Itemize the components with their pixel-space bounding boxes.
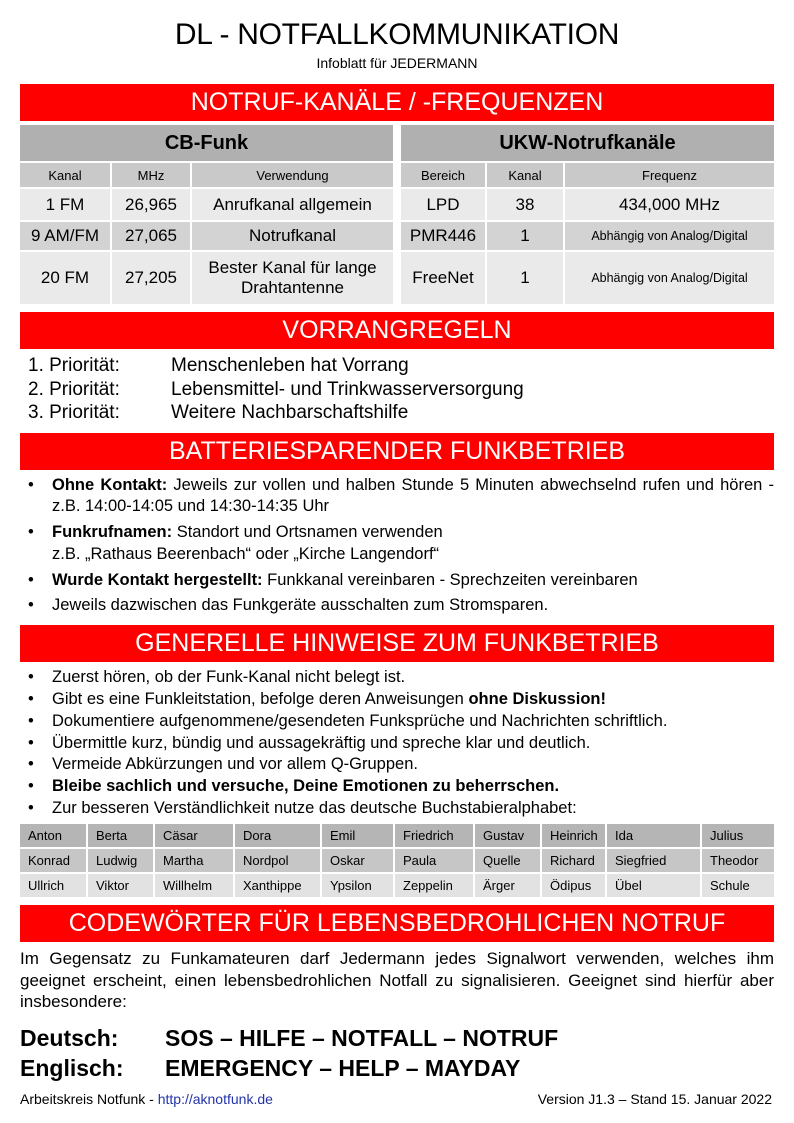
battery-bullets — [28, 475, 774, 618]
bullet-icon: • — [28, 711, 34, 730]
bullet-icon: • — [28, 777, 34, 796]
alphabet-cell: Anton — [20, 824, 86, 847]
priority-item — [28, 401, 774, 425]
section-header-battery: BATTERIESPARENDER FUNKBETRIEB — [20, 433, 774, 470]
table-cell: 434,000 MHz — [565, 189, 774, 220]
codeword-label: Englisch: — [20, 1055, 124, 1082]
codewords-paragraph: Im Gegensatz zu Funkamateuren darf Jedermann jedes Signalwort verwenden, welches ihm geeignet erscheint, einen lebensbedrohlichen Notfall zu signalisieren. Geeignet sind hierfür aber insbesondere: — [20, 948, 774, 1012]
alphabet-cell: Siegfried — [607, 849, 700, 872]
section-header-codewords: CODEWÖRTER FÜR LEBENSBEDROHLICHEN NOTRUF — [20, 905, 774, 942]
table-cell: Notrufkanal — [192, 222, 393, 250]
priority-text: Menschenleben hat Vorrang — [171, 355, 409, 376]
bullet-icon: • — [28, 596, 34, 615]
bullet-item — [28, 667, 774, 689]
bullet-icon: • — [28, 475, 34, 494]
footer-left-text: Arbeitskreis Notfunk - — [20, 1091, 158, 1107]
priority-text: Weitere Nachbarschaftshilfe — [171, 402, 409, 423]
alphabet-cell: Nordpol — [235, 849, 320, 872]
ukw-table — [401, 125, 774, 304]
codeword-line-deutsch — [20, 1023, 774, 1053]
table-cell: Abhängig von Analog/Digital — [565, 252, 774, 304]
bullet-bold-lead: Funkrufnamen: — [52, 523, 173, 542]
alphabet-cell: Ullrich — [20, 874, 86, 897]
bullet-item — [28, 475, 774, 519]
table-cell: 27,205 — [112, 252, 190, 304]
bullet-text: Jeweils dazwischen das Funkgeräte ausschalten zum Stromsparen. — [52, 596, 549, 615]
table-cell: 20 FM — [20, 252, 110, 304]
table-cell: 1 — [487, 222, 563, 250]
cb-funk-table-grid — [20, 163, 393, 304]
bullet-text — [52, 570, 774, 592]
cb-funk-table — [20, 125, 393, 304]
alphabet-cell: Willhelm — [155, 874, 233, 897]
ukw-table-grid — [401, 163, 774, 304]
alphabet-cell: Cäsar — [155, 824, 233, 847]
bullet-body: Gibt es eine Funkleitstation, befolge deren Anweisungen — [52, 690, 469, 709]
alphabet-cell: Gustav — [475, 824, 540, 847]
alphabet-cell: Emil — [322, 824, 393, 847]
bullet-item — [28, 522, 774, 566]
general-bullets — [28, 667, 774, 820]
column-header: Verwendung — [192, 163, 393, 187]
alphabet-cell: Xanthippe — [235, 874, 320, 897]
alphabet-cell: Viktor — [88, 874, 153, 897]
table-cell: 1 — [487, 252, 563, 304]
codeword-label: Deutsch: — [20, 1025, 119, 1052]
bullet-text — [52, 689, 774, 711]
page-content — [20, 0, 774, 1083]
footer — [20, 1091, 772, 1107]
bullet-icon: • — [28, 799, 34, 818]
codeword-line-englisch — [20, 1053, 774, 1083]
section-header-priority: VORRANGREGELN — [20, 312, 774, 349]
table-cell: 38 — [487, 189, 563, 220]
table-cell: 27,065 — [112, 222, 190, 250]
bullet-text — [52, 475, 774, 519]
bullet-icon: • — [28, 690, 34, 709]
bullet-body: Funkkanal vereinbaren - Sprechzeiten vereinbaren — [267, 570, 638, 589]
bullet-icon: • — [28, 733, 34, 752]
bullet-text — [52, 522, 774, 566]
table-cell: FreeNet — [401, 252, 485, 304]
alphabet-cell: Ida — [607, 824, 700, 847]
column-header: Kanal — [20, 163, 110, 187]
bullet-text — [52, 776, 774, 798]
priority-item — [28, 354, 774, 378]
alphabet-cell: Ludwig — [88, 849, 153, 872]
ukw-table-title: UKW-Notrufkanäle — [401, 125, 774, 161]
cb-funk-table-title: CB-Funk — [20, 125, 393, 161]
bullet-item — [28, 754, 774, 776]
alphabet-cell: Richard — [542, 849, 605, 872]
bullet-item — [28, 689, 774, 711]
bullet-bold-lead: Wurde Kontakt hergestellt: — [52, 570, 263, 589]
alphabet-cell: Ödipus — [542, 874, 605, 897]
bullet-item — [28, 733, 774, 755]
codeword-lines — [20, 1023, 774, 1083]
bullet-text: Dokumentiere aufgenommene/gesendeten Funksprüche und Nachrichten schriftlich. — [52, 711, 668, 730]
bullet-item — [28, 776, 774, 798]
page-subtitle: Infoblatt für JEDERMANN — [316, 55, 478, 71]
bullet-bold-lead: Bleibe sachlich und versuche, Deine Emotionen zu beherrschen. — [52, 777, 560, 796]
bullet-icon: • — [28, 570, 34, 589]
table-cell: Bester Kanal für lange Drahtantenne — [192, 252, 393, 304]
table-cell: PMR446 — [401, 222, 485, 250]
section-header-frequencies: NOTRUF-KANÄLE / -FREQUENZEN — [20, 84, 774, 121]
column-header: Bereich — [401, 163, 485, 187]
footer-link[interactable]: http://aknotfunk.de — [157, 1091, 273, 1107]
alphabet-cell: Ypsilon — [322, 874, 393, 897]
codeword-words: SOS – HILFE – NOTFALL – NOTRUF — [165, 1025, 559, 1052]
phonetic-alphabet-table — [20, 824, 774, 897]
bullet-icon: • — [28, 668, 34, 687]
bullet-bold-lead: Ohne Kontakt: — [52, 475, 168, 494]
table-cell: 9 AM/FM — [20, 222, 110, 250]
frequency-tables — [20, 125, 774, 304]
alphabet-cell: Berta — [88, 824, 153, 847]
alphabet-cell: Julius — [702, 824, 774, 847]
table-cell: Abhängig von Analog/Digital — [565, 222, 774, 250]
column-header: Kanal — [487, 163, 563, 187]
alphabet-cell: Übel — [607, 874, 700, 897]
bullet-icon: • — [28, 755, 34, 774]
priority-item — [28, 378, 774, 402]
bullet-item — [28, 711, 774, 733]
bullet-body: Standort und Ortsnamen verwenden — [176, 523, 443, 542]
bullet-line — [52, 522, 774, 544]
table-cell: 26,965 — [112, 189, 190, 220]
alphabet-cell: Konrad — [20, 849, 86, 872]
table-cell: 1 FM — [20, 189, 110, 220]
alphabet-cell: Oskar — [322, 849, 393, 872]
alphabet-cell: Heinrich — [542, 824, 605, 847]
bullet-bold-suffix: ohne Diskussion! — [468, 690, 606, 709]
bullet-item — [28, 798, 774, 820]
footer-left — [20, 1091, 273, 1107]
bullet-item — [28, 570, 774, 592]
alphabet-cell: Martha — [155, 849, 233, 872]
alphabet-cell: Quelle — [475, 849, 540, 872]
alphabet-cell: Ärger — [475, 874, 540, 897]
alphabet-cell: Friedrich — [395, 824, 473, 847]
priority-label: 3. Priorität: — [28, 402, 120, 423]
alphabet-cell: Theodor — [702, 849, 774, 872]
bullet-item — [28, 595, 774, 617]
column-header: Frequenz — [565, 163, 774, 187]
page-title: DL - NOTFALLKOMMUNIKATION — [174, 18, 620, 51]
bullet-text: Übermittle kurz, bündig und aussagekräftig und spreche klar und deutlich. — [52, 733, 591, 752]
priority-list — [28, 354, 774, 425]
alphabet-cell: Paula — [395, 849, 473, 872]
bullet-subline: z.B. „Rathaus Beerenbach“ oder „Kirche Langendorf“ — [52, 544, 440, 563]
priority-label: 1. Priorität: — [28, 355, 120, 376]
bullet-icon: • — [28, 523, 34, 542]
bullet-text: Zuerst hören, ob der Funk-Kanal nicht belegt ist. — [52, 668, 406, 687]
alphabet-cell: Schule — [702, 874, 774, 897]
column-header: MHz — [112, 163, 190, 187]
priority-label: 2. Priorität: — [28, 378, 120, 400]
alphabet-cell: Dora — [235, 824, 320, 847]
version-text: Version J1.3 – Stand 15. Januar 2022 — [537, 1091, 772, 1107]
bullet-text: Zur besseren Verständlichkeit nutze das deutsche Buchstabieralphabet: — [52, 799, 577, 818]
codeword-words: EMERGENCY – HELP – MAYDAY — [165, 1055, 521, 1082]
priority-text: Lebensmittel- und Trinkwasserversorgung — [171, 378, 524, 400]
alphabet-cell: Zeppelin — [395, 874, 473, 897]
bullet-text: Vermeide Abkürzungen und vor allem Q-Gruppen. — [52, 755, 418, 774]
bullet-body: Jeweils zur vollen und halben Stunde 5 Minuten abwechselnd rufen und hören - z.B. 14:00-14:05 und 14:30-14:35 Uhr — [52, 475, 774, 516]
table-cell: Anrufkanal allgemein — [192, 189, 393, 220]
table-cell: LPD — [401, 189, 485, 220]
section-header-general: GENERELLE HINWEISE ZUM FUNKBETRIEB — [20, 625, 774, 662]
